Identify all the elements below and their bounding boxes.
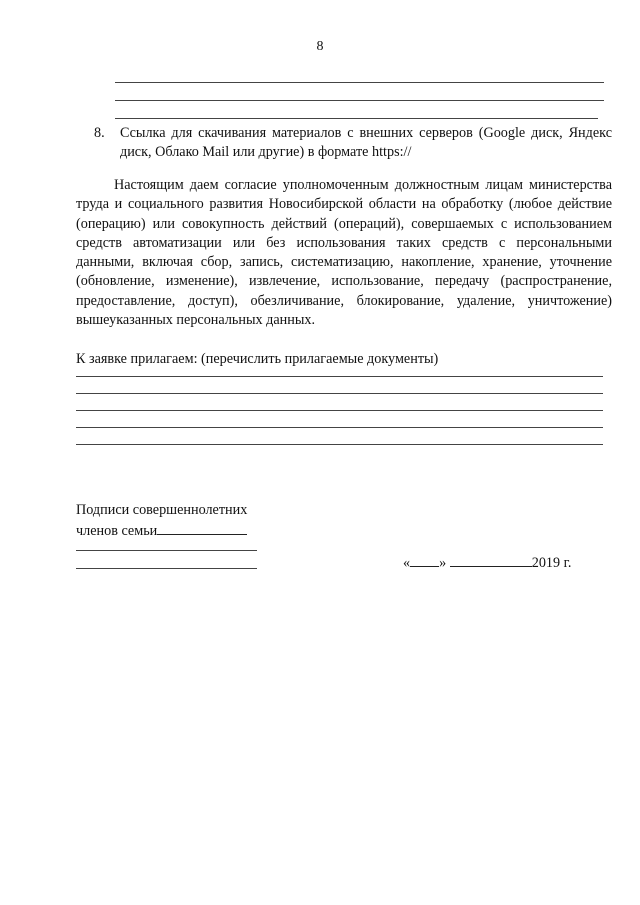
blank-line: [115, 100, 604, 101]
signatures-label: [76, 501, 276, 541]
attachment-line: [76, 427, 603, 428]
list-item-number: 8.: [94, 125, 105, 141]
attachments-label: К заявке прилагаем: (перечислить прилагаемые документы): [76, 351, 439, 367]
signature-blank: [157, 520, 247, 535]
signature-line: [76, 550, 257, 551]
consent-paragraph: Настоящим даем согласие уполномоченным должностным лицам министерства труда и социального развития Новосибирской области на обработку (любое действие (операцию) или совокупность действий (операций), совершаемых с использованием средств автоматизации или без использования таких средств с персональными данными, включая сбор, запись, систематизацию, накопление, хранение, уточнение (обновление, изменение), извлечение, использование, передачу (распространение, предоставление, доступ), обезличивание, блокирование, удаление, уничтожение) вышеуказанных персональных данных.: [76, 177, 612, 329]
date-year: 2019 г.: [531, 555, 572, 571]
attachment-line: [76, 410, 603, 411]
download-link-text: Ссылка для скачивания материалов с внешних серверов (Google диск, Яндекс диск, Облако Mail или другие) в формате https://: [120, 125, 612, 160]
date-field: [403, 553, 571, 573]
attachment-line: [76, 444, 603, 445]
page-number: 8: [316, 39, 324, 54]
day-blank: [410, 553, 439, 567]
signatures-label-line2: членов семьи: [76, 523, 158, 539]
blank-line: [115, 118, 598, 119]
attachment-line: [76, 393, 603, 394]
signature-line: [76, 568, 257, 569]
month-blank: [450, 553, 532, 567]
date-open-quote: «: [403, 555, 411, 571]
signatures-label-line1: Подписи совершеннолетних: [76, 502, 248, 518]
date-close-quote: »: [439, 555, 447, 571]
list-item-8: [94, 124, 612, 162]
blank-line: [115, 82, 604, 83]
attachment-line: [76, 376, 603, 377]
